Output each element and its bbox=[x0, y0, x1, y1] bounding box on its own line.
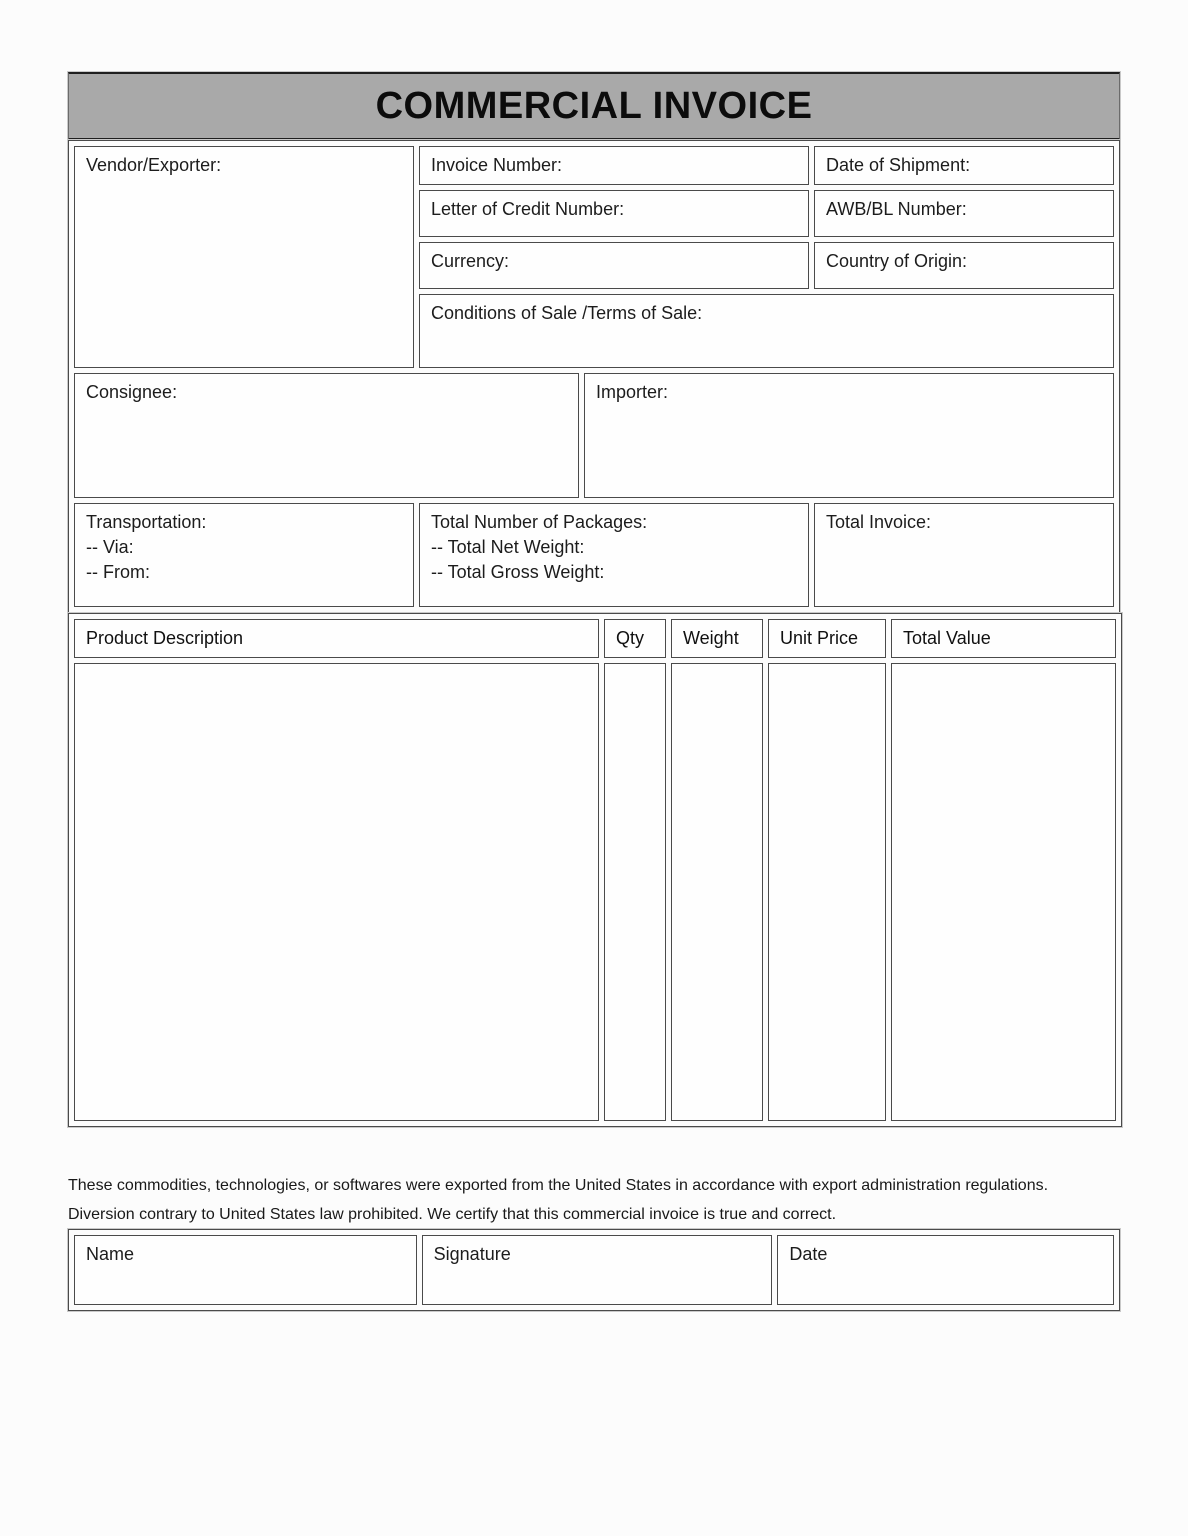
certification-line-1: These commodities, technologies, or softwares were exported from the United States in accordance with export administration regulations. bbox=[68, 1177, 1049, 1194]
country-of-origin-field[interactable] bbox=[814, 242, 1114, 289]
info-row-consignee bbox=[74, 373, 1114, 498]
date-field[interactable] bbox=[777, 1235, 1114, 1305]
signature-label: Signature bbox=[433, 1244, 511, 1264]
invoice-number-label: Invoice Number: bbox=[431, 155, 563, 175]
shipment-info-table bbox=[68, 140, 1120, 613]
transportation-label: Transportation: bbox=[86, 512, 207, 532]
conditions-of-sale-label: Conditions of Sale /Terms of Sale: bbox=[431, 303, 703, 323]
unit-price-header: Unit Price bbox=[768, 619, 886, 658]
total-invoice-label: Total Invoice: bbox=[826, 512, 932, 532]
total-net-weight-label: -- Total Net Weight: bbox=[431, 537, 585, 557]
letter-of-credit-field[interactable] bbox=[419, 190, 809, 237]
name-label: Name bbox=[86, 1244, 135, 1264]
importer-field[interactable] bbox=[584, 373, 1114, 498]
signature-row bbox=[74, 1235, 1114, 1305]
letter-of-credit-label: Letter of Credit Number: bbox=[431, 199, 625, 219]
page-title: COMMERCIAL INVOICE bbox=[375, 84, 813, 127]
certification-line-2: Diversion contrary to United States law prohibited. We certify that this commercial invoice is true and correct. bbox=[68, 1206, 837, 1223]
total-invoice-field[interactable] bbox=[814, 503, 1114, 607]
signature-field[interactable] bbox=[422, 1235, 773, 1305]
invoice-number-field[interactable] bbox=[419, 146, 809, 185]
vendor-exporter-label: Vendor/Exporter: bbox=[86, 155, 222, 175]
awb-bl-number-field[interactable] bbox=[814, 190, 1114, 237]
certification-statement bbox=[68, 1171, 1120, 1229]
product-table-header-row bbox=[74, 619, 1116, 658]
info-row-1 bbox=[74, 146, 1114, 185]
total-gross-weight-label: -- Total Gross Weight: bbox=[431, 562, 605, 582]
total-value-cell[interactable] bbox=[891, 663, 1116, 1121]
date-of-shipment-label: Date of Shipment: bbox=[826, 155, 971, 175]
qty-cell[interactable] bbox=[604, 663, 666, 1121]
vendor-exporter-field[interactable] bbox=[74, 146, 414, 368]
consignee-label: Consignee: bbox=[86, 382, 178, 402]
transportation-from-label: -- From: bbox=[86, 562, 150, 582]
currency-label: Currency: bbox=[431, 251, 510, 271]
product-table-body-row bbox=[74, 663, 1116, 1121]
info-row-transport bbox=[74, 503, 1114, 607]
signature-table bbox=[68, 1229, 1120, 1311]
country-of-origin-label: Country of Origin: bbox=[826, 251, 968, 271]
transportation-via-label: -- Via: bbox=[86, 537, 134, 557]
total-value-header: Total Value bbox=[891, 619, 1116, 658]
total-packages-field[interactable] bbox=[419, 503, 809, 607]
transportation-field[interactable] bbox=[74, 503, 414, 607]
weight-header: Weight bbox=[671, 619, 763, 658]
consignee-field[interactable] bbox=[74, 373, 579, 498]
date-of-shipment-field[interactable] bbox=[814, 146, 1114, 185]
weight-cell[interactable] bbox=[671, 663, 763, 1121]
importer-label: Importer: bbox=[596, 382, 669, 402]
currency-field[interactable] bbox=[419, 242, 809, 289]
date-label: Date bbox=[789, 1244, 828, 1264]
product-table bbox=[68, 613, 1122, 1127]
product-description-header: Product Description bbox=[74, 619, 599, 658]
conditions-of-sale-field[interactable] bbox=[419, 294, 1114, 368]
total-packages-label: Total Number of Packages: bbox=[431, 512, 648, 532]
qty-header: Qty bbox=[604, 619, 666, 658]
invoice-title-bar bbox=[68, 72, 1120, 140]
unit-price-cell[interactable] bbox=[768, 663, 886, 1121]
awb-bl-number-label: AWB/BL Number: bbox=[826, 199, 967, 219]
product-description-cell[interactable] bbox=[74, 663, 599, 1121]
name-field[interactable] bbox=[74, 1235, 417, 1305]
